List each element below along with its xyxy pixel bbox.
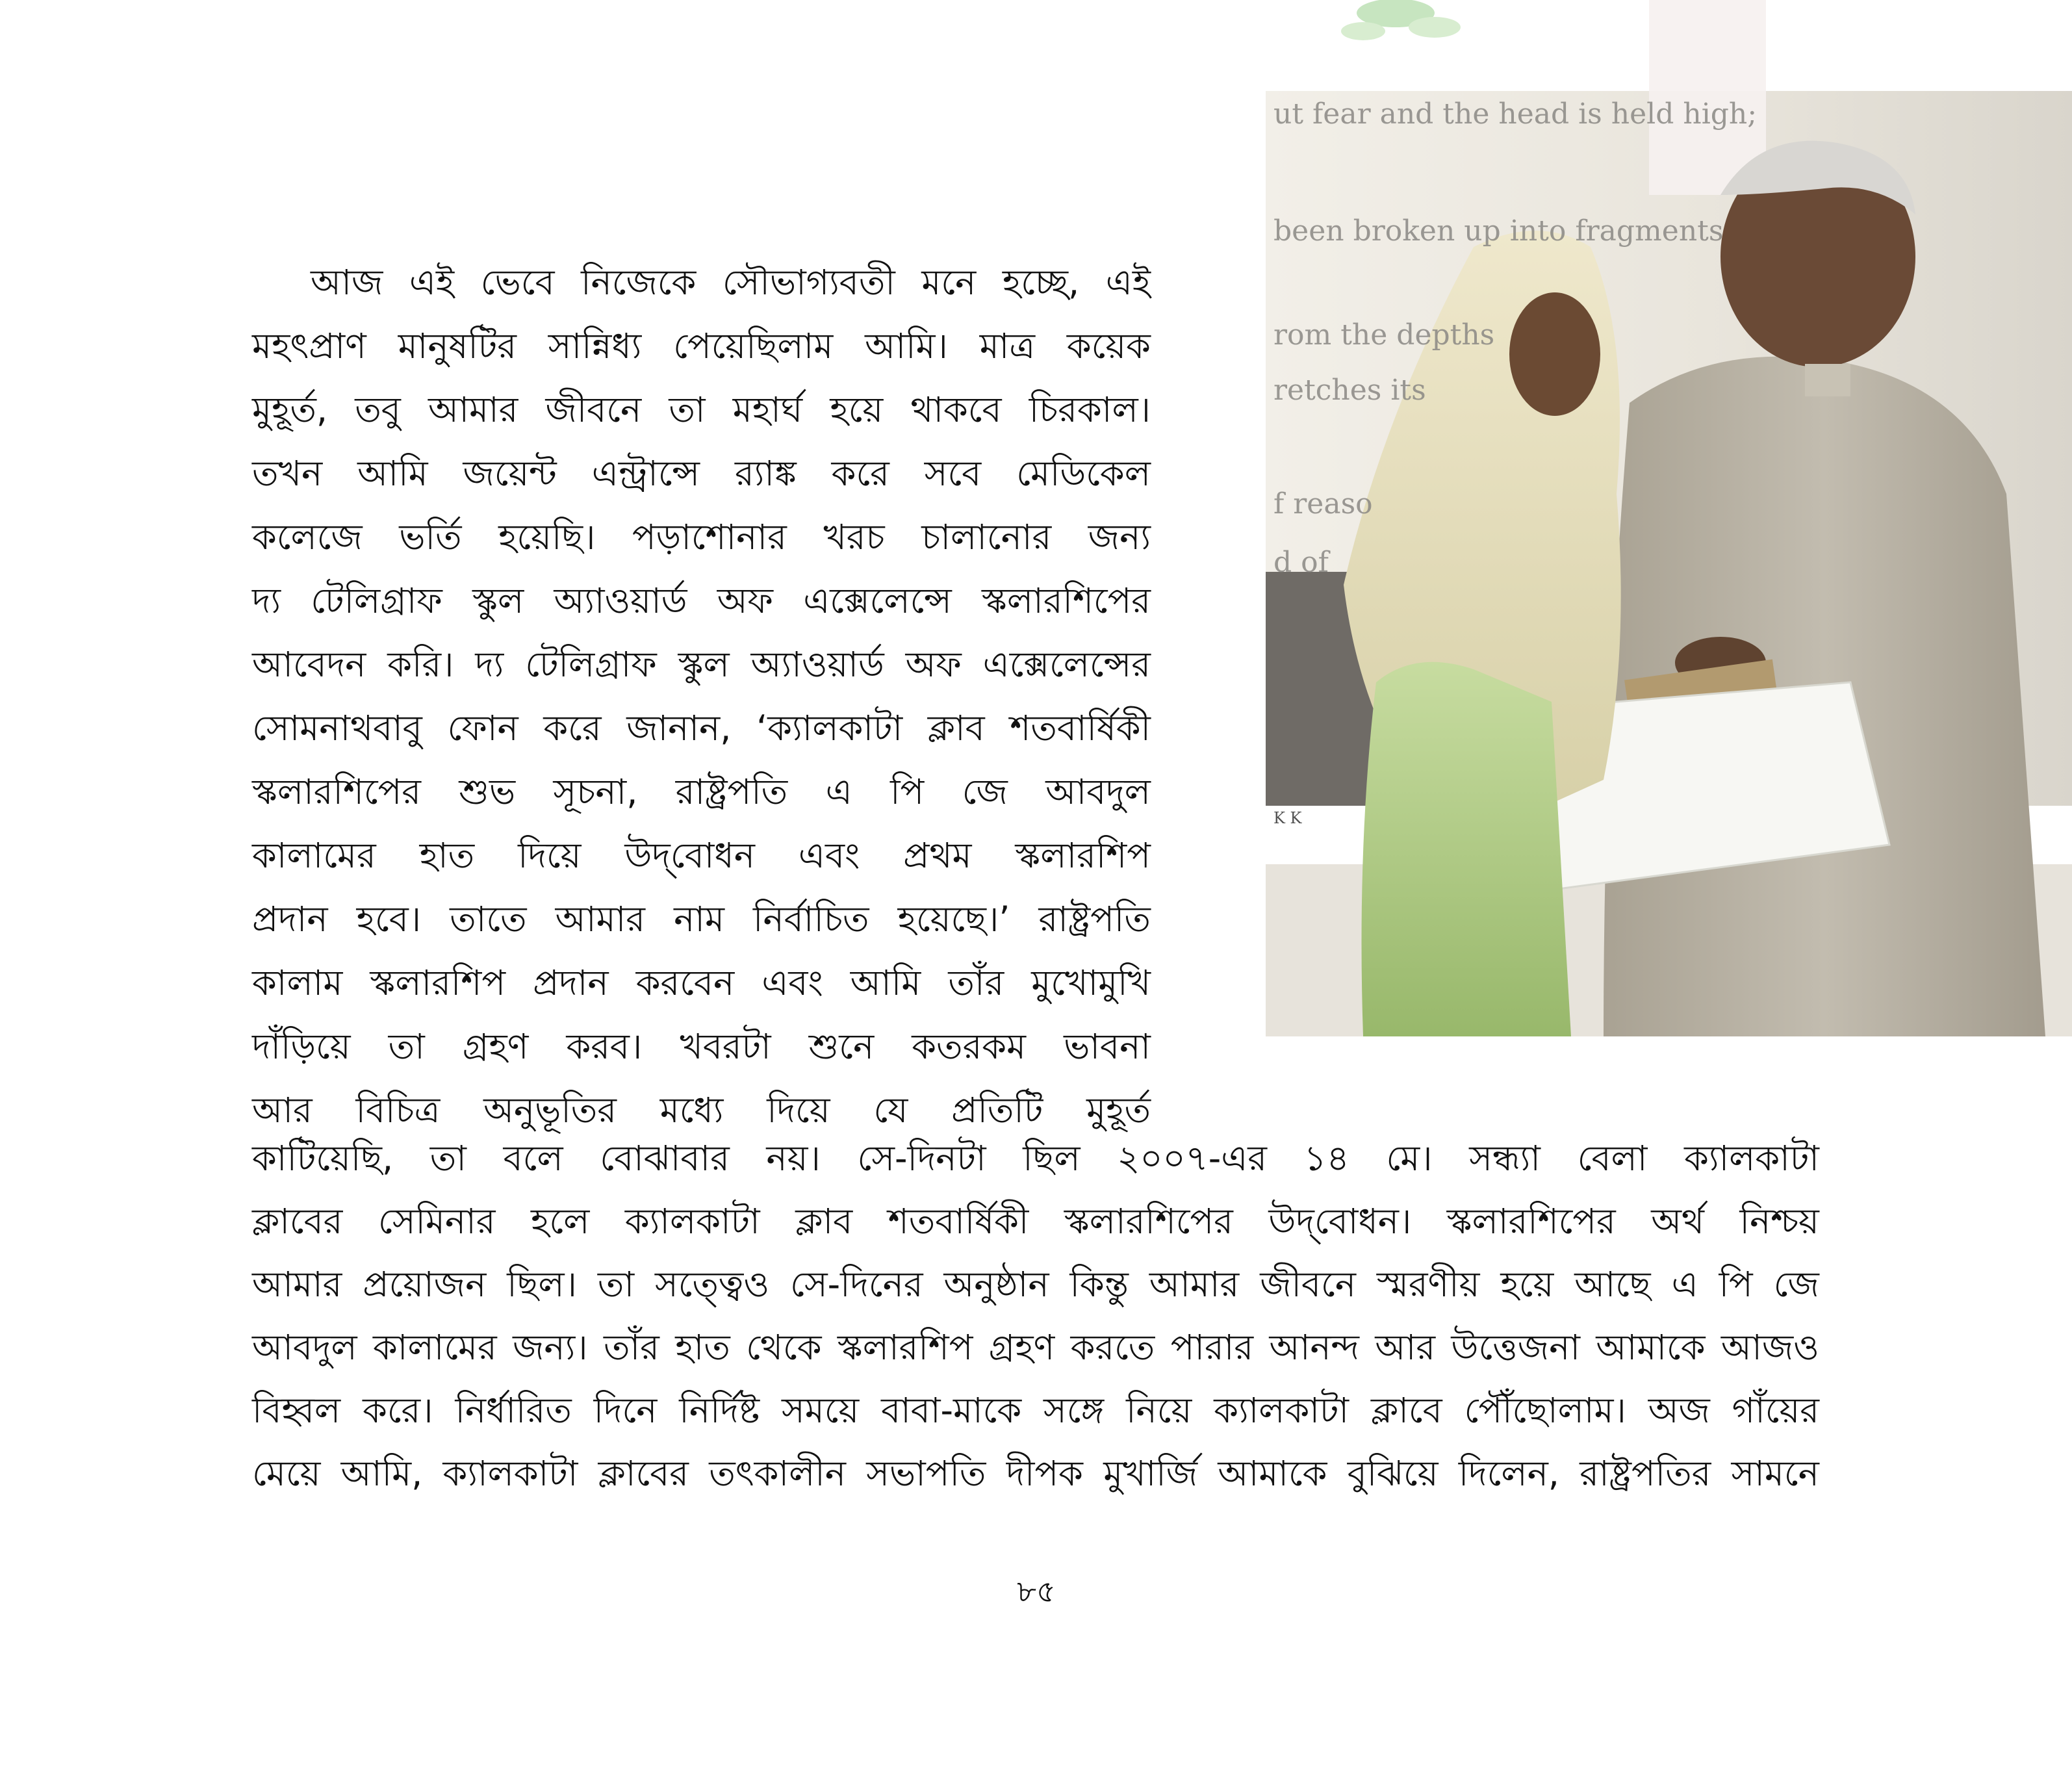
word: আমার (1149, 1264, 1240, 1305)
word: সভাপতি (866, 1453, 986, 1494)
word: ক্লাব (795, 1201, 853, 1242)
word: দীপক (1006, 1453, 1083, 1494)
word: হয়ে (830, 389, 884, 430)
word: দ্য (252, 580, 281, 621)
word: খরচ (823, 517, 885, 558)
word: গ্রহণ (988, 1327, 1055, 1368)
word: অনুভূতির (483, 1090, 617, 1131)
word: রাষ্ট্রপতির (1580, 1453, 1711, 1494)
word: পি (890, 771, 925, 812)
word: দাঁড়িয়ে (252, 1026, 351, 1067)
word: বাবা-মাকে (881, 1390, 1022, 1431)
text-line (252, 960, 1151, 1006)
word: হবে। (356, 899, 422, 940)
word: ‘ক্যালকাটা (756, 708, 903, 749)
word: তা (669, 389, 706, 430)
word: এন্ট্রান্সে (591, 453, 700, 494)
photo-background-text: rom the depths (1273, 318, 1495, 352)
word: শতবার্ষিকী (1010, 708, 1151, 749)
word: হয়েছে।’ (897, 899, 1010, 940)
word: বেলা (1577, 1138, 1648, 1179)
word: এক্সেলেন্সে (803, 580, 952, 621)
word: মাত্র (979, 326, 1036, 366)
text-line (252, 1199, 1819, 1244)
word: করে (543, 708, 602, 749)
text-line (252, 451, 1151, 496)
word: করব। (566, 1026, 643, 1067)
word: র‍্যাঙ্ক (734, 453, 797, 494)
word: ২০০৭-এর (1117, 1138, 1267, 1179)
word: কালাম (252, 962, 343, 1003)
word: আর (252, 1090, 313, 1131)
word: কালামের (373, 1327, 497, 1368)
word: করে (831, 453, 889, 494)
word: তাতে (450, 899, 527, 940)
word: আমার (555, 899, 645, 940)
photo-background-text: K K (1273, 809, 1302, 827)
text-line (252, 387, 1151, 433)
text-line (252, 1088, 1151, 1133)
word: মেডিকেল (1016, 453, 1151, 494)
word: মুহূর্ত (1086, 1090, 1151, 1131)
word: সে-দিনের (790, 1264, 923, 1305)
word: পৌঁছোলাম। (1464, 1390, 1626, 1431)
word: এবং (798, 835, 860, 876)
word: তৎকালীন (709, 1453, 846, 1494)
word: নির্দিষ্ট (679, 1390, 760, 1431)
word: ভর্তি (399, 517, 462, 558)
text-line (252, 1451, 1819, 1496)
word: স্কলারশিপের (982, 580, 1151, 621)
word: গ্রহণ (462, 1026, 529, 1067)
text-line (252, 324, 1151, 369)
word: জন্য (1088, 517, 1151, 558)
word: নিয়ে (1126, 1390, 1192, 1431)
word: জীবনে (1260, 1264, 1356, 1305)
word: মানুষটির (398, 326, 517, 366)
word: রাষ্ট্রপতি (675, 771, 788, 812)
word: স্কলারশিপের (252, 771, 421, 812)
word: আমার (252, 1264, 342, 1305)
word: স্কলারশিপের (1446, 1201, 1616, 1242)
word: আমি (850, 962, 921, 1003)
word: জে (1773, 1264, 1819, 1305)
word: ছিল। (507, 1264, 577, 1305)
photo-background-text: been broken up into fragments (1273, 214, 1724, 248)
word: আমি, (340, 1453, 423, 1494)
word: থেকে (746, 1327, 822, 1368)
word: সূচনা, (553, 771, 638, 812)
word: হয়েছি। (498, 517, 596, 558)
word: সঙ্গে (1043, 1390, 1105, 1431)
word: তবু (355, 389, 401, 430)
word: নিশ্চয় (1739, 1201, 1819, 1242)
word: থাকবে (910, 389, 1002, 430)
word: দিনে (593, 1390, 658, 1431)
word: স্কুল (472, 580, 524, 621)
word: আছে (1574, 1264, 1651, 1305)
word: হাত (675, 1327, 730, 1368)
word: বিচিত্র (355, 1090, 441, 1131)
word: চালানোর (921, 517, 1052, 558)
word: দ্য (475, 644, 504, 685)
word: সামনে (1731, 1453, 1819, 1494)
word: ক্যালকাটা (1214, 1390, 1349, 1431)
text-line (252, 1325, 1819, 1370)
word: সান্নিধ্য (548, 326, 642, 366)
word: করবেন (635, 962, 735, 1003)
word: ক্লাবের (598, 1453, 689, 1494)
word: মেয়ে (252, 1453, 321, 1494)
photo-background-text: d of (1273, 546, 1329, 579)
word: অফ (717, 580, 773, 621)
word: পি (1719, 1264, 1753, 1305)
word: বিহ্বল (252, 1390, 341, 1431)
word: ক্যালকাটা (624, 1201, 760, 1242)
word: টেলিগ্রাফ (525, 644, 657, 685)
word: প্রয়োজন (363, 1264, 487, 1305)
word: বুঝিয়ে (1347, 1453, 1439, 1494)
word: ফোন (447, 708, 518, 749)
word: অ্যাওয়ার্ড (554, 580, 687, 621)
word: আমাকে (1218, 1453, 1327, 1494)
word: খবরটা (680, 1026, 771, 1067)
word: নাম (674, 899, 724, 940)
word: প্রদান (533, 962, 609, 1003)
word: আবদুল (252, 1327, 357, 1368)
word: তখন (252, 453, 323, 494)
word: ক্যালকাটা (442, 1453, 578, 1494)
word: আমাকে (1596, 1327, 1706, 1368)
word: উদ্‌বোধন। (1268, 1201, 1412, 1242)
word: হাত (419, 835, 475, 876)
word: স্কলারশিপ (1015, 835, 1151, 876)
word: অর্থ (1651, 1201, 1705, 1242)
word: সবে (924, 453, 982, 494)
word: তা (429, 1138, 467, 1179)
word: স্মরণীয় (1376, 1264, 1480, 1305)
word: রাষ্ট্রপতি (1038, 899, 1151, 940)
award-ceremony-photo (1266, 0, 2072, 1036)
word: মনে (921, 262, 977, 303)
word: অ্যাওয়ার্ড (750, 644, 884, 685)
word: কালামের (252, 835, 376, 876)
word: সে-দিনটা (857, 1138, 986, 1179)
word: বোঝাবার (600, 1138, 730, 1179)
word: এই (1105, 262, 1151, 303)
word: জয়েন্ট (463, 453, 557, 494)
word: সত্ত্বেও (655, 1264, 770, 1305)
word: কিন্তু (1069, 1264, 1129, 1305)
word: মে। (1386, 1138, 1433, 1179)
word: ক্যালকাটা (1684, 1138, 1819, 1179)
word: ক্লাবে (1370, 1390, 1442, 1431)
word: হলে (531, 1201, 590, 1242)
word: এবং (761, 962, 823, 1003)
text-line (252, 897, 1151, 942)
word: আবদুল (1045, 771, 1151, 812)
word: সেমিনার (377, 1201, 496, 1242)
text-line (252, 1136, 1819, 1181)
word: মহার্ঘ (732, 389, 803, 430)
text-line (252, 769, 1151, 815)
word: এ (1671, 1264, 1698, 1305)
text-line (252, 578, 1151, 624)
word: প্রতিটি (951, 1090, 1043, 1131)
word: কলেজে (252, 517, 363, 558)
word: জীবনে (545, 389, 642, 430)
word: সোমনাথবাবু (252, 708, 422, 749)
word: তাঁর (603, 1327, 659, 1368)
word: পেয়েছিলাম (673, 326, 834, 366)
word: আজও (1720, 1327, 1819, 1368)
word: স্কলারশিপ (370, 962, 505, 1003)
word: অনুষ্ঠান (943, 1264, 1049, 1305)
photo-background-text: f reaso (1273, 487, 1373, 520)
word: এক্সেলেন্সের (982, 644, 1151, 685)
word: তা (597, 1264, 635, 1305)
word: প্রদান (252, 899, 328, 940)
photo-background-text: retches its (1273, 374, 1426, 407)
word: অজ (1648, 1390, 1710, 1431)
text-line (252, 1024, 1151, 1070)
text-line (252, 1388, 1819, 1433)
word: এ (825, 771, 852, 812)
word: নির্ধারিত (455, 1390, 572, 1431)
word: করতে (1070, 1327, 1155, 1368)
word: বলে (503, 1138, 563, 1179)
word: গাঁয়ের (1732, 1390, 1819, 1431)
word: আর (1375, 1327, 1436, 1368)
word: আমি (357, 453, 428, 494)
text-line (252, 706, 1151, 751)
word: আমার (428, 389, 518, 430)
word: স্কলারশিপের (1064, 1201, 1233, 1242)
word: মুহূর্ত, (252, 389, 328, 430)
word: সৌভাগ্যবতী (722, 262, 895, 303)
word: শতবার্ষিকী (888, 1201, 1029, 1242)
word: ভেবে (480, 262, 555, 303)
word: মহৎপ্রাণ (252, 326, 366, 366)
word: কয়েক (1066, 326, 1151, 366)
word: কতরকম (912, 1026, 1027, 1067)
word: হচ্ছে, (1002, 262, 1080, 303)
word: কাটিয়েছি, (252, 1138, 394, 1179)
word: জন্য। (513, 1327, 588, 1368)
text-line (252, 515, 1151, 560)
photo-illustration (1266, 0, 2072, 1036)
word: পড়াশোনার (632, 517, 787, 558)
word: নয়। (766, 1138, 821, 1179)
word: আনন্দ (1269, 1327, 1359, 1368)
word: ১৪ (1303, 1138, 1349, 1179)
word: মুখোমুখি (1031, 962, 1151, 1003)
word: সময়ে (782, 1390, 860, 1431)
word: দিলেন, (1458, 1453, 1559, 1494)
word: ক্লাব (927, 708, 985, 749)
word: দিয়ে (767, 1090, 830, 1131)
word: স্কলারশিপ (837, 1327, 973, 1368)
word: চিরকাল। (1029, 389, 1151, 430)
word: পারার (1170, 1327, 1254, 1368)
text-line (252, 833, 1151, 879)
word: জানান, (626, 708, 732, 749)
word: উত্তেজনা (1451, 1327, 1580, 1368)
word: যে (873, 1090, 908, 1131)
word: এই (409, 262, 455, 303)
word: ছিল (1023, 1138, 1081, 1179)
word: নির্বাচিত (753, 899, 869, 940)
word: অফ (905, 644, 962, 685)
word: জে (962, 771, 1008, 812)
word: ক্লাবের (252, 1201, 343, 1242)
word: প্রথম (903, 835, 972, 876)
word: মধ্যে (659, 1090, 724, 1131)
word: স্কুল (678, 644, 730, 685)
word: তা (388, 1026, 425, 1067)
word: টেলিগ্রাফ (311, 580, 442, 621)
text-line (252, 1262, 1819, 1307)
page-number: ৮৫ (1017, 1574, 1056, 1609)
word: শুভ (459, 771, 516, 812)
text-line (252, 642, 1151, 687)
word: নিজেকে (581, 262, 697, 303)
word: দিয়ে (518, 835, 582, 876)
word: আজ (311, 262, 383, 303)
photo-background-text: ut fear and the head is held high; (1273, 97, 1758, 131)
word: করে। (363, 1390, 433, 1431)
word: তাঁর (948, 962, 1004, 1003)
word: আবেদন (252, 644, 366, 685)
word: করি। (387, 644, 454, 685)
word: সন্ধ্যা (1469, 1138, 1541, 1179)
word: শুনে (808, 1026, 875, 1067)
word: উদ্‌বোধন (624, 835, 755, 876)
word: মুখার্জি (1103, 1453, 1198, 1494)
text-line (252, 260, 1151, 305)
word: হয়ে (1500, 1264, 1554, 1305)
word: আমি। (865, 326, 948, 366)
word: ভাবনা (1064, 1026, 1151, 1067)
